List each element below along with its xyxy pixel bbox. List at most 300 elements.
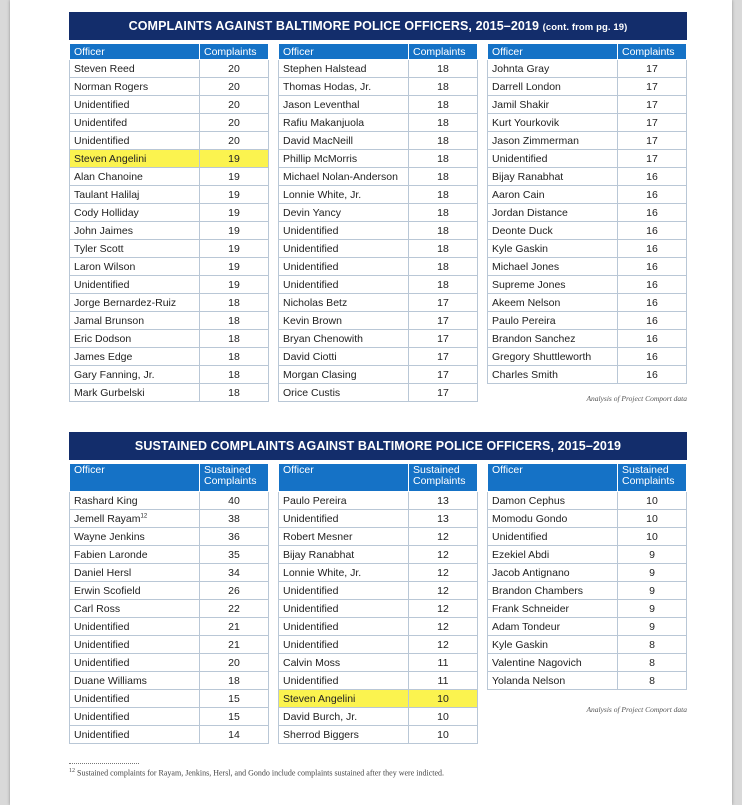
officer-name-text: Stephen Halstead [283,62,367,75]
officer-name [70,222,200,240]
officer-name [279,600,409,618]
complaint-count: 17 [618,78,687,96]
officer-name [279,330,409,348]
table-row [488,240,687,258]
officer-name [70,204,200,222]
header-row [70,44,269,60]
table-row [279,636,478,654]
officer-name-text: Lonnie White, Jr. [283,188,362,201]
complaint-count: 18 [409,132,478,150]
officer-name-text: David Burch, Jr. [283,710,358,723]
table-row [488,204,687,222]
officer-name-text: Michael Nolan-Anderson [283,170,398,183]
table-row [70,240,269,258]
complaint-count: 8 [618,672,687,690]
table1-column [69,43,269,402]
officer-name [279,60,409,78]
complaint-count: 10 [618,510,687,528]
complaint-count: 18 [200,294,269,312]
officer-name-text: Gary Fanning, Jr. [74,368,155,381]
count-header [618,464,687,492]
officer-name-text: Jason Leventhal [283,98,360,111]
officer-name [70,312,200,330]
officer-name [279,528,409,546]
officer-name-text: Carl Ross [74,602,121,615]
table1-column-table [278,43,478,402]
officer-name [488,582,618,600]
officer-name [279,294,409,312]
officer-name [279,618,409,636]
officer-name [70,240,200,258]
officer-name-text: Deonte Duck [492,224,553,237]
officer-name-text: Gregory Shuttleworth [492,350,592,363]
table-row [279,726,478,744]
table-row [279,348,478,366]
complaints-title-text: COMPLAINTS AGAINST BALTIMORE POLICE OFFICERS, 2015–2019 [128,19,540,33]
officer-name-text: Rafiu Makanjuola [283,116,365,129]
officer-name-text: Kevin Brown [283,314,342,327]
officer-name [70,366,200,384]
officer-name [488,636,618,654]
table-row [70,150,269,168]
footnote-text: Sustained complaints for Rayam, Jenkins, Hersl, and Gondo include complaints sustained after they were indicted. [77,768,445,778]
officer-name-text: Robert Mesner [283,530,353,543]
table-row [70,528,269,546]
complaint-count: 36 [200,528,269,546]
complaint-count: 16 [618,222,687,240]
complaint-count: 10 [409,726,478,744]
complaint-count: 12 [409,564,478,582]
complaint-count: 18 [409,276,478,294]
officer-name-text: Momodu Gondo [492,512,568,525]
officer-name-text: Lonnie White, Jr. [283,566,362,579]
table1-column-table [69,43,269,402]
table-row [488,618,687,636]
complaint-count: 34 [200,564,269,582]
officer-name-text: Sherrod Biggers [283,728,359,741]
officer-name-text: Johnta Gray [492,62,550,75]
table-row [488,312,687,330]
officer-header: Officer [279,44,409,60]
officer-name-text: Adam Tondeur [492,620,561,633]
officer-name-text: Morgan Clasing [283,368,357,381]
table-row [70,492,269,510]
table-row [279,654,478,672]
officer-name-text: Yolanda Nelson [492,674,566,687]
table-row [70,312,269,330]
officer-name-text: David Ciotti [283,350,337,363]
officer-name [488,672,618,690]
officer-name [70,708,200,726]
table-row [488,114,687,132]
officer-name [70,294,200,312]
table-row [488,636,687,654]
officer-name [279,348,409,366]
table-row [70,276,269,294]
table-row [279,132,478,150]
officer-name-text: Rashard King [74,494,138,507]
table-row [70,186,269,204]
table-row [70,510,269,528]
header-row [488,464,687,492]
officer-name-text: Taulant Halilaj [74,188,140,201]
officer-name-text: Damon Cephus [492,494,565,507]
officer-name [279,204,409,222]
officer-name-text: Unidentified [283,674,339,687]
officer-name-text: Wayne Jenkins [74,530,145,543]
table-row [70,600,269,618]
officer-name [70,528,200,546]
complaint-count: 19 [200,150,269,168]
complaints-columns [69,43,687,402]
officer-name-text: Frank Schneider [492,602,570,615]
officer-header: Officer [279,464,409,492]
complaint-count: 35 [200,546,269,564]
officer-name [279,168,409,186]
table2-column [69,463,269,744]
complaint-count: 17 [409,312,478,330]
complaint-count: 17 [409,348,478,366]
officer-name [488,618,618,636]
officer-name-text: Unidentified [283,278,339,291]
officer-name [488,60,618,78]
complaint-count: 18 [200,348,269,366]
header-row [279,464,478,492]
complaint-count: 20 [200,132,269,150]
officer-name-text: Unidentified [492,530,548,543]
table-row [70,672,269,690]
officer-name-text: Unidentified [74,98,130,111]
officer-name [70,132,200,150]
complaint-count: 16 [618,294,687,312]
complaint-count: 19 [200,240,269,258]
table-row [488,546,687,564]
count-header: Complaints [409,44,478,60]
officer-name-text: Brandon Chambers [492,584,584,597]
sustained-title-text: SUSTAINED COMPLAINTS AGAINST BALTIMORE POLICE OFFICERS, 2015–2019 [134,439,622,453]
complaint-count: 21 [200,636,269,654]
complaint-count: 13 [409,510,478,528]
sustained-columns [69,463,687,744]
officer-name-text: Jorge Bernardez-Ruiz [74,296,177,309]
complaint-count: 18 [409,204,478,222]
table-row [488,366,687,384]
footnote-rule [69,763,139,764]
officer-name [70,564,200,582]
complaint-count: 18 [409,60,478,78]
table-row [70,204,269,222]
table2-column [487,463,687,744]
table-row [279,204,478,222]
complaint-count: 17 [618,60,687,78]
officer-name [279,384,409,402]
officer-name-text: Calvin Moss [283,656,341,669]
table-row [279,492,478,510]
complaint-count: 10 [409,708,478,726]
officer-name [488,96,618,114]
table2-column-table [487,463,687,690]
table-row [488,78,687,96]
complaint-count: 16 [618,258,687,276]
officer-name [279,492,409,510]
table-row [488,600,687,618]
complaint-count: 17 [409,366,478,384]
officer-name [488,150,618,168]
complaint-count: 18 [409,168,478,186]
count-header-line2: Complaints [204,475,257,487]
complaint-count: 16 [618,330,687,348]
officer-name-text: Unidentified [74,134,130,147]
officer-name [70,276,200,294]
officer-name-text: Kyle Gaskin [492,638,549,651]
header-row [488,44,687,60]
table-row [279,384,478,402]
table1-column [487,43,687,402]
complaint-count: 15 [200,708,269,726]
table-row [70,726,269,744]
complaint-count: 26 [200,582,269,600]
complaint-count: 11 [409,654,478,672]
officer-name-text: Daniel Hersl [74,566,132,579]
officer-name-text: Unidentifed [74,116,128,129]
table-row [70,168,269,186]
officer-name [488,258,618,276]
table-row [279,546,478,564]
complaint-count: 18 [200,330,269,348]
officer-name [279,672,409,690]
table-row [279,708,478,726]
officer-name [70,510,200,528]
officer-name [70,96,200,114]
footnote [69,763,689,778]
complaint-count: 16 [618,276,687,294]
complaint-count: 16 [618,240,687,258]
officer-name-text: Paulo Pereira [283,494,347,507]
officer-name-text: Bijay Ranabhat [283,548,355,561]
officer-name-text: Jason Zimmerman [492,134,579,147]
complaints-table-title [69,12,687,40]
officer-name [279,564,409,582]
officer-name [70,546,200,564]
officer-name-text: Kurt Yourkovik [492,116,560,129]
table-row [70,222,269,240]
table-row [279,240,478,258]
complaint-count: 12 [409,600,478,618]
complaint-count: 21 [200,618,269,636]
officer-name [70,330,200,348]
officer-name [279,258,409,276]
count-header: Complaints [618,44,687,60]
officer-name-text: Unidentified [283,584,339,597]
officer-name-text: Michael Jones [492,260,560,273]
officer-name [70,168,200,186]
officer-name [279,582,409,600]
complaint-count: 10 [618,528,687,546]
officer-name-text: Valentine Nagovich [492,656,582,669]
complaint-count: 17 [618,150,687,168]
officer-name-text: Brandon Sanchez [492,332,576,345]
complaint-count: 9 [618,564,687,582]
officer-name [488,528,618,546]
officer-name-text: Cody Holliday [74,206,139,219]
officer-name [488,654,618,672]
table-row [279,96,478,114]
officer-name-text: Aaron Cain [492,188,545,201]
officer-name-text: James Edge [74,350,133,363]
complaint-count: 18 [409,78,478,96]
table-row [279,60,478,78]
table-row [279,618,478,636]
officer-name-text: Unidentified [283,620,339,633]
officer-name-text: Devin Yancy [283,206,341,219]
officer-name [488,78,618,96]
complaint-count: 9 [618,546,687,564]
officer-header: Officer [70,464,200,492]
complaint-count: 12 [409,528,478,546]
table-row [488,564,687,582]
count-header-line1: Sustained [622,464,669,476]
count-header-line2: Complaints [413,475,466,487]
officer-name-text: Laron Wilson [74,260,136,273]
officer-name-text: Jemell Rayam [74,512,141,525]
table-row [488,132,687,150]
table-row [70,330,269,348]
table-row [70,96,269,114]
table-row [279,294,478,312]
complaint-count: 40 [200,492,269,510]
officer-name-text: Nicholas Betz [283,296,348,309]
table-row [70,546,269,564]
table-row [488,168,687,186]
table-row [279,510,478,528]
table-row [488,294,687,312]
complaint-count: 13 [409,492,478,510]
officer-name-text: Unidentified [74,728,130,741]
table-row [279,312,478,330]
officer-name [488,546,618,564]
complaint-count: 8 [618,636,687,654]
count-header [409,464,478,492]
complaint-count: 18 [409,114,478,132]
table-row [279,168,478,186]
table1-column-table [487,43,687,384]
officer-name [488,240,618,258]
officer-name [279,240,409,258]
complaint-count: 9 [618,582,687,600]
complaint-count: 16 [618,348,687,366]
table-row [488,276,687,294]
officer-name [70,384,200,402]
complaint-count: 18 [409,240,478,258]
table-row [488,510,687,528]
complaints-table [69,12,687,402]
complaint-count: 20 [200,114,269,132]
officer-name-text: Bijay Ranabhat [492,170,564,183]
officer-name [279,654,409,672]
table-row [70,582,269,600]
officer-name-text: Charles Smith [492,368,558,381]
table-row [488,186,687,204]
complaint-count: 15 [200,690,269,708]
officer-name [70,60,200,78]
officer-name [70,150,200,168]
table-row [279,366,478,384]
complaint-count: 16 [618,366,687,384]
officer-name-text: Duane Williams [74,674,147,687]
officer-name [488,276,618,294]
table-row [279,564,478,582]
complaint-count: 12 [409,618,478,636]
header-row [70,464,269,492]
officer-name-text: Unidentified [74,638,130,651]
officer-name [70,114,200,132]
officer-name [279,150,409,168]
officer-name [488,294,618,312]
officer-name-text: Unidentified [74,692,130,705]
officer-name-text: Steven Angelini [74,152,147,165]
complaint-count: 20 [200,78,269,96]
officer-name [70,636,200,654]
table-row [279,276,478,294]
officer-name [70,618,200,636]
officer-name [488,348,618,366]
count-header: Complaints [200,44,269,60]
complaint-count: 11 [409,672,478,690]
officer-header: Officer [70,44,200,60]
table-row [70,366,269,384]
table-row [70,690,269,708]
complaint-count: 19 [200,186,269,204]
table-row [70,618,269,636]
officer-name-text: Orice Custis [283,386,341,399]
officer-name-text: Unidentified [74,620,130,633]
complaint-count: 19 [200,204,269,222]
complaint-count: 9 [618,600,687,618]
officer-name-text: Unidentified [283,512,339,525]
table-row [488,150,687,168]
table-row [279,150,478,168]
table-row [279,222,478,240]
complaint-count: 12 [409,582,478,600]
officer-name [70,186,200,204]
table-row [488,60,687,78]
complaint-count: 9 [618,618,687,636]
table-row [279,690,478,708]
table-row [70,348,269,366]
officer-name [279,186,409,204]
table-row [488,258,687,276]
officer-name-text: Akeem Nelson [492,296,561,309]
complaint-count: 19 [200,258,269,276]
officer-name-text: Unidentified [74,278,130,291]
complaint-count: 16 [618,312,687,330]
count-header-line1: Sustained [413,464,460,476]
officer-name-text: Jordan Distance [492,206,568,219]
table2-column-table [69,463,269,744]
officer-name [279,78,409,96]
officer-name [488,330,618,348]
complaint-count: 38 [200,510,269,528]
officer-header: Officer [488,464,618,492]
officer-name-text: Kyle Gaskin [492,242,549,255]
table-row [70,78,269,96]
officer-name-text: Steven Reed [74,62,135,75]
complaint-count: 17 [409,294,478,312]
officer-name [488,222,618,240]
officer-name [279,726,409,744]
complaint-count: 20 [200,654,269,672]
count-header [200,464,269,492]
